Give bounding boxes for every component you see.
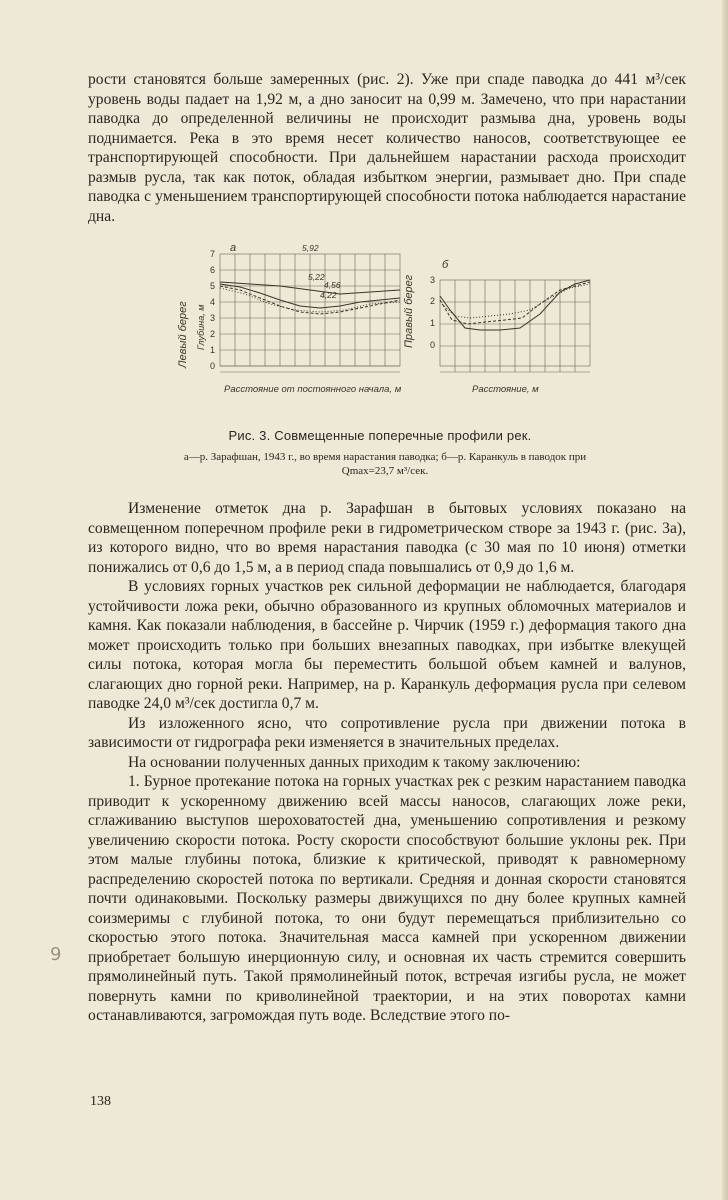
a-annotations <box>302 243 341 300</box>
top-paragraph <box>88 70 686 226</box>
page-edge <box>722 0 728 1200</box>
panel-a <box>177 242 402 395</box>
depth-label: Глубина, м <box>196 304 206 350</box>
panel-b-label: б <box>442 259 449 271</box>
b-yticks <box>430 275 435 350</box>
b-ytick: 1 <box>430 318 436 328</box>
a-ytick: 4 <box>210 297 216 307</box>
b-ytick: 0 <box>430 340 436 350</box>
a-ytick: 2 <box>210 329 216 339</box>
paragraph: рости становятся больше замеренных (рис. 2). Уже при спаде паводка до 441 м³/сек уровень воды падает на 1,92 м, а дно заносит на 0,99 м. Замечено, что при нарастании паводка до определенной величины не происходит размыва дна, уровень воды поднимается. Река в это время несет количество наносов, соответствующее ее транспортирующей способности. При дальнейшем нарастании расхода происходит размыв русла, так как поток, обладая избытком энергии, размывает дно. При спаде паводка с уменьшением транспортирующей способности потока наблюдается нарастание дна. <box>88 71 686 225</box>
a-ytick: 7 <box>210 249 216 259</box>
figure-caption-body: а—р. Зарафшан, 1943 г., во время нарастания паводка; б—р. Каранкуль в паводок при Qmax=23,7 м³/сек. <box>183 451 587 477</box>
margin-pencil-mark: 9 <box>50 944 62 965</box>
a-ytick: 0 <box>210 361 216 371</box>
left-bank-label: Левый берег <box>177 301 189 368</box>
page-number: 138 <box>90 1094 111 1109</box>
panel-a-label: а <box>230 242 237 254</box>
paragraph: 1. Бурное протекание потока на горных участках рек с резким нарастанием паводка приводит к ускоренному движению всей массы наносов, слагающих ложе реки, сглаживанию выступов шероховатостей дна, уменьшению сопротивления и резкому увеличению скорости потока. Росту скорости способствуют большие уклоны рек. При этом малые глубины потока, близкие к критической, приводят к равномерному распределению скоростей потока по вертикали. Средняя и донная скорости становятся почти одинаковыми. Поскольку размеры движущихся по дну более крупных камней соизмеримы с глубиной потока, то они будут перемещаться приблизительно со скоростью этого потока. Значительная масса камней при ускоренном движении приобретает большую инерционную силу, и основная их часть стремится совершить прямолинейный путь. Такой прямолинейный поток, встречая изгибы русла, не может повернуть камни по криволинейной траектории, и на этих поворотах камни останавливаются, загромождая путь воде. Вследствие этого по- <box>88 773 686 1024</box>
body-text <box>88 499 686 1026</box>
a-ytick: 6 <box>210 265 216 275</box>
paragraph: Изменение отметок дна р. Зарафшан в бытовых условиях показано на совмещенном поперечном профиле реки в гидрометрическом створе за 1943 г. (рис. 3а), из которого видно, что во время нарастания паводка (с 30 мая по 10 июня) отметки понижались от 0,6 до 1,5 м, а в период спада повышались от 0,9 до 1,6 м. <box>88 500 686 576</box>
a-ytick: 5 <box>210 281 216 291</box>
a-annotation: 4,56 <box>324 280 341 290</box>
a-annotation: 5,22 <box>308 272 325 282</box>
paragraph: В условиях горных участков рек сильной деформации не наблюдается, благодаря устойчивости ложа реки, обычно образованного из крупных обломочных материалов и камня. Как показали наблюдения, в бассейне р. Чирчик (1959 г.) деформация такого дна может происходить только при больших внезапных паводках, при избытке влекущей силы потока, которая могла бы переместить большой объем камней и валунов, слагающих дно горной реки. Например, на р. Каранкуль деформация русла при селевом паводке 24,0 м³/сек достигла 0,7 м. <box>88 578 686 712</box>
b-ytick: 2 <box>430 296 436 306</box>
a-annotation: 5,92 <box>302 243 319 253</box>
b-ytick: 3 <box>430 275 436 285</box>
figure-cross-profiles <box>150 240 620 480</box>
a-ytick: 3 <box>210 313 216 323</box>
paragraph: На основании полученных данных приходим к такому заключению: <box>128 753 581 771</box>
paragraph: Из изложенного ясно, что сопротивление русла при движении потока в зависимости от гидрографа реки изменяется в значительных пределах. <box>88 714 686 751</box>
a-yticks <box>210 249 215 371</box>
a-annotation: 4,22 <box>320 290 337 300</box>
b-xlabel: Расстояние, м <box>472 384 539 395</box>
b-grid <box>440 280 590 372</box>
panel-b <box>403 259 590 395</box>
a-ytick: 1 <box>210 345 216 355</box>
figure-caption-title: Рис. 3. Совмещенные поперечные профили рек. <box>228 428 532 443</box>
a-xlabel: Расстояние от постоянного начала, м <box>224 384 402 395</box>
right-bank-label: Правый берег <box>403 274 415 348</box>
